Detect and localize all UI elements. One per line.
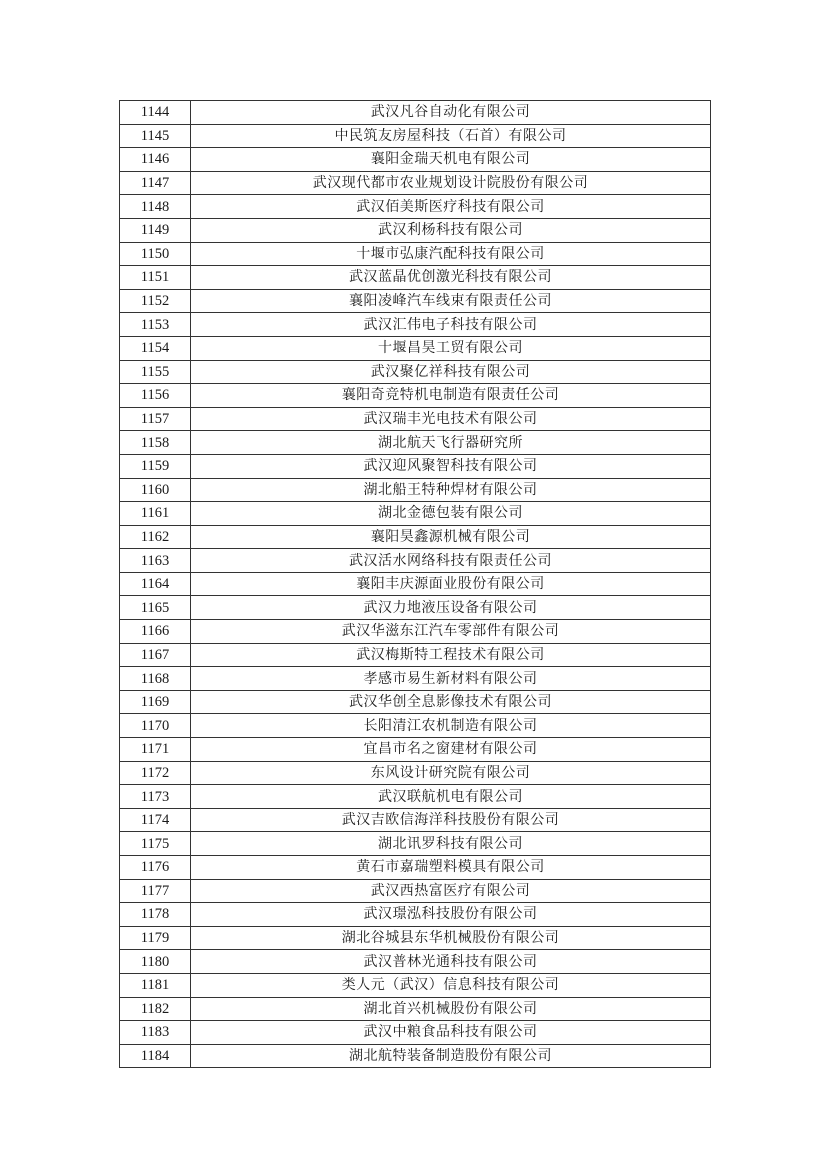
row-number: 1164 [120,572,191,596]
table-row [120,643,711,667]
row-number: 1144 [120,101,191,125]
company-name: 宜昌市名之窗建材有限公司 [191,738,711,762]
table-row [120,808,711,832]
company-name: 襄阳昊鑫源机械有限公司 [191,525,711,549]
company-name: 湖北首兴机械股份有限公司 [191,997,711,1021]
company-name: 襄阳奇竞特机电制造有限责任公司 [191,384,711,408]
company-name: 武汉华滋东江汽车零部件有限公司 [191,620,711,644]
table-row [120,1044,711,1068]
row-number: 1148 [120,195,191,219]
row-number: 1184 [120,1044,191,1068]
table-row [120,714,711,738]
row-number: 1158 [120,431,191,455]
row-number: 1180 [120,950,191,974]
company-name: 类人元（武汉）信息科技有限公司 [191,973,711,997]
company-list-table [119,100,711,1068]
company-name: 中民筑友房屋科技（石首）有限公司 [191,124,711,148]
company-name: 长阳清江农机制造有限公司 [191,714,711,738]
row-number: 1145 [120,124,191,148]
row-number: 1166 [120,620,191,644]
table-row [120,478,711,502]
row-number: 1149 [120,218,191,242]
row-number: 1172 [120,761,191,785]
table-row [120,667,711,691]
company-name: 襄阳凌峰汽车线束有限责任公司 [191,289,711,313]
company-name: 东风设计研究院有限公司 [191,761,711,785]
row-number: 1147 [120,171,191,195]
company-name: 武汉瑞丰光电技术有限公司 [191,407,711,431]
row-number: 1156 [120,384,191,408]
row-number: 1155 [120,360,191,384]
table-row [120,973,711,997]
company-name: 武汉凡谷自动化有限公司 [191,101,711,125]
table-row [120,171,711,195]
table-row [120,431,711,455]
row-number: 1151 [120,266,191,290]
company-name: 武汉现代都市农业规划设计院股份有限公司 [191,171,711,195]
table-row [120,124,711,148]
row-number: 1176 [120,856,191,880]
row-number: 1165 [120,596,191,620]
table-row [120,832,711,856]
table-row [120,738,711,762]
company-name: 武汉吉欧信海洋科技股份有限公司 [191,808,711,832]
company-name: 武汉利杨科技有限公司 [191,218,711,242]
company-name: 十堰市弘康汽配科技有限公司 [191,242,711,266]
table-row [120,195,711,219]
table-row [120,1021,711,1045]
row-number: 1167 [120,643,191,667]
company-name: 武汉聚亿祥科技有限公司 [191,360,711,384]
row-number: 1178 [120,903,191,927]
company-name: 湖北船王特种焊材有限公司 [191,478,711,502]
company-name: 武汉璟泓科技股份有限公司 [191,903,711,927]
company-name: 武汉佰美斯医疗科技有限公司 [191,195,711,219]
row-number: 1177 [120,879,191,903]
table-row [120,384,711,408]
row-number: 1174 [120,808,191,832]
row-number: 1150 [120,242,191,266]
company-name: 武汉汇伟电子科技有限公司 [191,313,711,337]
table-row [120,997,711,1021]
row-number: 1159 [120,454,191,478]
company-name: 武汉联航机电有限公司 [191,785,711,809]
company-name: 十堰昌昊工贸有限公司 [191,336,711,360]
table-row [120,218,711,242]
row-number: 1170 [120,714,191,738]
table-row [120,148,711,172]
company-name: 黄石市嘉瑞塑料模具有限公司 [191,856,711,880]
table-row [120,336,711,360]
row-number: 1168 [120,667,191,691]
company-name: 襄阳金瑞天机电有限公司 [191,148,711,172]
table-row [120,950,711,974]
row-number: 1160 [120,478,191,502]
company-name: 武汉活水网络科技有限责任公司 [191,549,711,573]
table-row [120,926,711,950]
company-name: 孝感市易生新材料有限公司 [191,667,711,691]
company-name: 襄阳丰庆源面业股份有限公司 [191,572,711,596]
row-number: 1157 [120,407,191,431]
row-number: 1173 [120,785,191,809]
table-row [120,879,711,903]
company-name: 武汉蓝晶优创激光科技有限公司 [191,266,711,290]
row-number: 1183 [120,1021,191,1045]
table-row [120,525,711,549]
table-row [120,242,711,266]
table-row [120,360,711,384]
company-name: 湖北航天飞行器研究所 [191,431,711,455]
table-row [120,856,711,880]
table-row [120,690,711,714]
table-body [120,101,711,1068]
row-number: 1175 [120,832,191,856]
row-number: 1179 [120,926,191,950]
row-number: 1162 [120,525,191,549]
table-row [120,266,711,290]
row-number: 1146 [120,148,191,172]
company-name: 湖北讯罗科技有限公司 [191,832,711,856]
row-number: 1163 [120,549,191,573]
table-row [120,502,711,526]
table-row [120,620,711,644]
company-name: 武汉华创全息影像技术有限公司 [191,690,711,714]
row-number: 1152 [120,289,191,313]
table-row [120,572,711,596]
table-row [120,549,711,573]
company-name: 湖北金德包装有限公司 [191,502,711,526]
row-number: 1154 [120,336,191,360]
table-row [120,313,711,337]
company-name: 湖北谷城县东华机械股份有限公司 [191,926,711,950]
row-number: 1171 [120,738,191,762]
row-number: 1169 [120,690,191,714]
company-name: 武汉普林光通科技有限公司 [191,950,711,974]
company-name: 湖北航特装备制造股份有限公司 [191,1044,711,1068]
row-number: 1161 [120,502,191,526]
company-name: 武汉迎风聚智科技有限公司 [191,454,711,478]
row-number: 1182 [120,997,191,1021]
table-row [120,101,711,125]
company-name: 武汉力地液压设备有限公司 [191,596,711,620]
company-name: 武汉西热富医疗有限公司 [191,879,711,903]
table-row [120,761,711,785]
company-name: 武汉中粮食品科技有限公司 [191,1021,711,1045]
table-row [120,596,711,620]
row-number: 1181 [120,973,191,997]
table-row [120,454,711,478]
table-row [120,785,711,809]
table-row [120,289,711,313]
table-row [120,407,711,431]
table-row [120,903,711,927]
row-number: 1153 [120,313,191,337]
company-name: 武汉梅斯特工程技术有限公司 [191,643,711,667]
